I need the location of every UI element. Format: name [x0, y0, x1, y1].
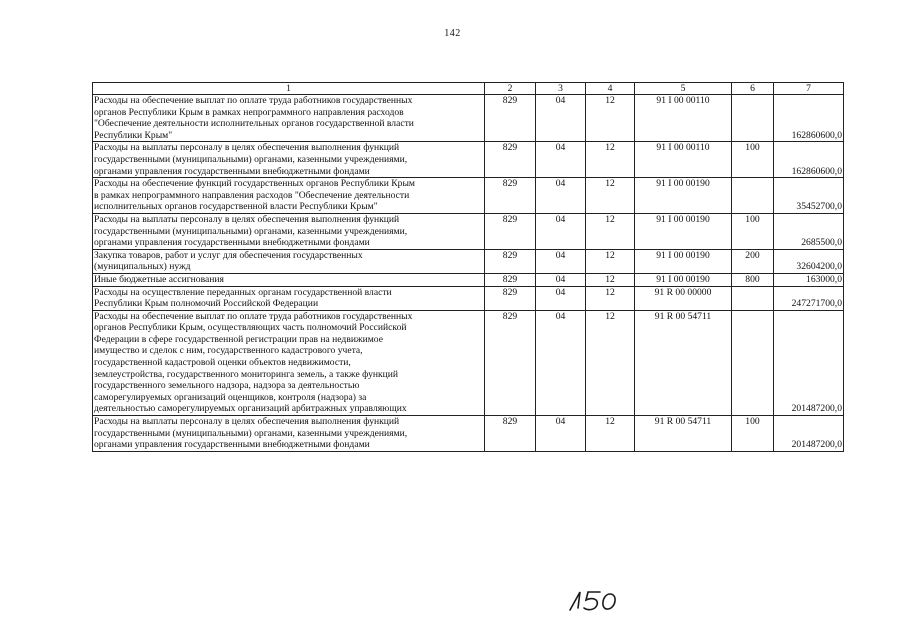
description-line: Республики Крым полномочий Российской Федерации [94, 298, 319, 310]
section-code: 04 [536, 178, 586, 214]
header-row [93, 83, 844, 95]
amount: 163000,0 [774, 273, 844, 286]
description-line: органами управления государственными внебюджетными фондами [94, 439, 370, 451]
header-cell-4: 4 [586, 83, 635, 95]
description-line: Расходы на выплаты персоналу в целях обеспечения выполнения функций [94, 213, 400, 225]
ministry-code: 829 [485, 286, 536, 310]
header-cell-2: 2 [485, 83, 536, 95]
amount: 247271700,0 [774, 286, 844, 310]
description-line: в рамках непрограммного направления расходов "Обеспечение деятельности [94, 189, 410, 201]
description-line: органами управления государственными внебюджетными фондами [94, 237, 370, 249]
expense-type-code: 800 [732, 273, 774, 286]
target-article-code: 91 R 00 54711 [635, 310, 732, 415]
description-line: "Обеспечение деятельности исполнительных органов государственной власти [94, 118, 414, 130]
description-line: органов Республики Крым в рамках непрограммного направления расходов [94, 106, 404, 118]
subsection-code: 12 [586, 142, 635, 178]
description-line: государственной кадастровой оценки объектов недвижимости, [94, 357, 351, 369]
section-code: 04 [536, 249, 586, 273]
amount: 201487200,0 [774, 416, 844, 452]
subsection-code: 12 [586, 213, 635, 249]
section-code: 04 [536, 142, 586, 178]
page-number: 142 [444, 28, 461, 39]
ministry-code: 829 [485, 310, 536, 415]
expense-description [93, 416, 485, 452]
ministry-code: 829 [485, 95, 536, 142]
expense-description [93, 178, 485, 214]
amount: 32604200,0 [774, 249, 844, 273]
section-code: 04 [536, 213, 586, 249]
amount: 35452700,0 [774, 178, 844, 214]
description-line: Расходы на обеспечение выплат по оплате труда работников государственных [94, 95, 413, 106]
table-row [93, 178, 844, 214]
table-row [93, 273, 844, 286]
description-line: Закупка товаров, работ и услуг для обеспечения государственных [94, 249, 363, 261]
subsection-code: 12 [586, 310, 635, 415]
amount: 162860600,0 [774, 142, 844, 178]
description-line: Расходы на выплаты персоналу в целях обеспечения выполнения функций [94, 416, 400, 428]
expense-type-code [732, 286, 774, 310]
handwritten-page-note [566, 584, 636, 614]
description-line: саморегулируемых организаций оценщиков, контроля (надзора) за [94, 391, 367, 403]
description-line: Расходы на обеспечение выплат по оплате труда работников государственных [94, 310, 413, 322]
header-cell-7: 7 [774, 83, 844, 95]
target-article-code: 91 I 00 00190 [635, 273, 732, 286]
description-line: Республики Крым" [94, 129, 173, 141]
expense-type-code: 100 [732, 213, 774, 249]
table-row [93, 286, 844, 310]
expense-type-code [732, 310, 774, 415]
subsection-code: 12 [586, 178, 635, 214]
description-line: имущество и сделок с ним, государственного кадастрового учета, [94, 345, 363, 357]
table-row [93, 95, 844, 142]
budget-table [92, 82, 844, 452]
description-line: государственными (муниципальными) органами, казенными учреждениями, [94, 225, 408, 237]
expense-description [93, 310, 485, 415]
description-line: Иные бюджетные ассигнования [94, 273, 224, 285]
ministry-code: 829 [485, 416, 536, 452]
table-row [93, 249, 844, 273]
description-line: государственного земельного надзора, надзора за деятельностью [94, 380, 360, 392]
table-row [93, 310, 844, 415]
header-cell-6: 6 [732, 83, 774, 95]
description-line: исполнительных органов государственной власти Республики Крым" [94, 201, 378, 213]
description-line: землеустройства, государственного мониторинга земель, а также функций [94, 368, 399, 380]
section-code: 04 [536, 273, 586, 286]
subsection-code: 12 [586, 286, 635, 310]
section-code: 04 [536, 286, 586, 310]
expense-description [93, 249, 485, 273]
target-article-code: 91 R 00 54711 [635, 416, 732, 452]
expense-description [93, 213, 485, 249]
expense-type-code: 100 [732, 142, 774, 178]
amount: 201487200,0 [774, 310, 844, 415]
description-line: Расходы на выплаты персоналу в целях обеспечения выполнения функций [94, 142, 400, 154]
table-row [93, 213, 844, 249]
target-article-code: 91 I 00 00110 [635, 95, 732, 142]
amount: 162860600,0 [774, 95, 844, 142]
target-article-code: 91 I 00 00190 [635, 213, 732, 249]
amount: 2685500,0 [774, 213, 844, 249]
target-article-code: 91 I 00 00110 [635, 142, 732, 178]
header-cell-5: 5 [635, 83, 732, 95]
expense-type-code [732, 178, 774, 214]
description-line: Федерации в сфере государственной регистрации прав на недвижимое [94, 333, 383, 345]
header-cell-1: 1 [93, 83, 485, 95]
subsection-code: 12 [586, 249, 635, 273]
description-line: государственными (муниципальными) органами, казенными учреждениями, [94, 153, 408, 165]
expense-type-code [732, 95, 774, 142]
description-line: деятельностью саморегулируемых организаций арбитражных управляющих [94, 403, 407, 415]
description-line: органов Республики Крым, осуществляющих часть полномочий Российской [94, 322, 407, 334]
description-line: Расходы на осуществление переданных органам государственной власти [94, 286, 392, 298]
header-cell-3: 3 [536, 83, 586, 95]
subsection-code: 12 [586, 273, 635, 286]
section-code: 04 [536, 416, 586, 452]
ministry-code: 829 [485, 213, 536, 249]
target-article-code: 91 I 00 00190 [635, 249, 732, 273]
ministry-code: 829 [485, 249, 536, 273]
expense-description [93, 286, 485, 310]
expense-description [93, 95, 485, 142]
description-line: органами управления государственными внебюджетными фондами [94, 165, 370, 177]
target-article-code: 91 I 00 00190 [635, 178, 732, 214]
section-code: 04 [536, 95, 586, 142]
expense-type-code: 200 [732, 249, 774, 273]
subsection-code: 12 [586, 416, 635, 452]
ministry-code: 829 [485, 273, 536, 286]
expense-type-code: 100 [732, 416, 774, 452]
target-article-code: 91 R 00 00000 [635, 286, 732, 310]
subsection-code: 12 [586, 95, 635, 142]
description-line: государственными (муниципальными) органами, казенными учреждениями, [94, 427, 408, 439]
ministry-code: 829 [485, 142, 536, 178]
table-row [93, 142, 844, 178]
description-line: (муниципальных) нужд [94, 261, 191, 273]
expense-description [93, 273, 485, 286]
ministry-code: 829 [485, 178, 536, 214]
table-row [93, 416, 844, 452]
section-code: 04 [536, 310, 586, 415]
description-line: Расходы на обеспечение функций государственных органов Республики Крым [94, 178, 416, 190]
expense-description [93, 142, 485, 178]
